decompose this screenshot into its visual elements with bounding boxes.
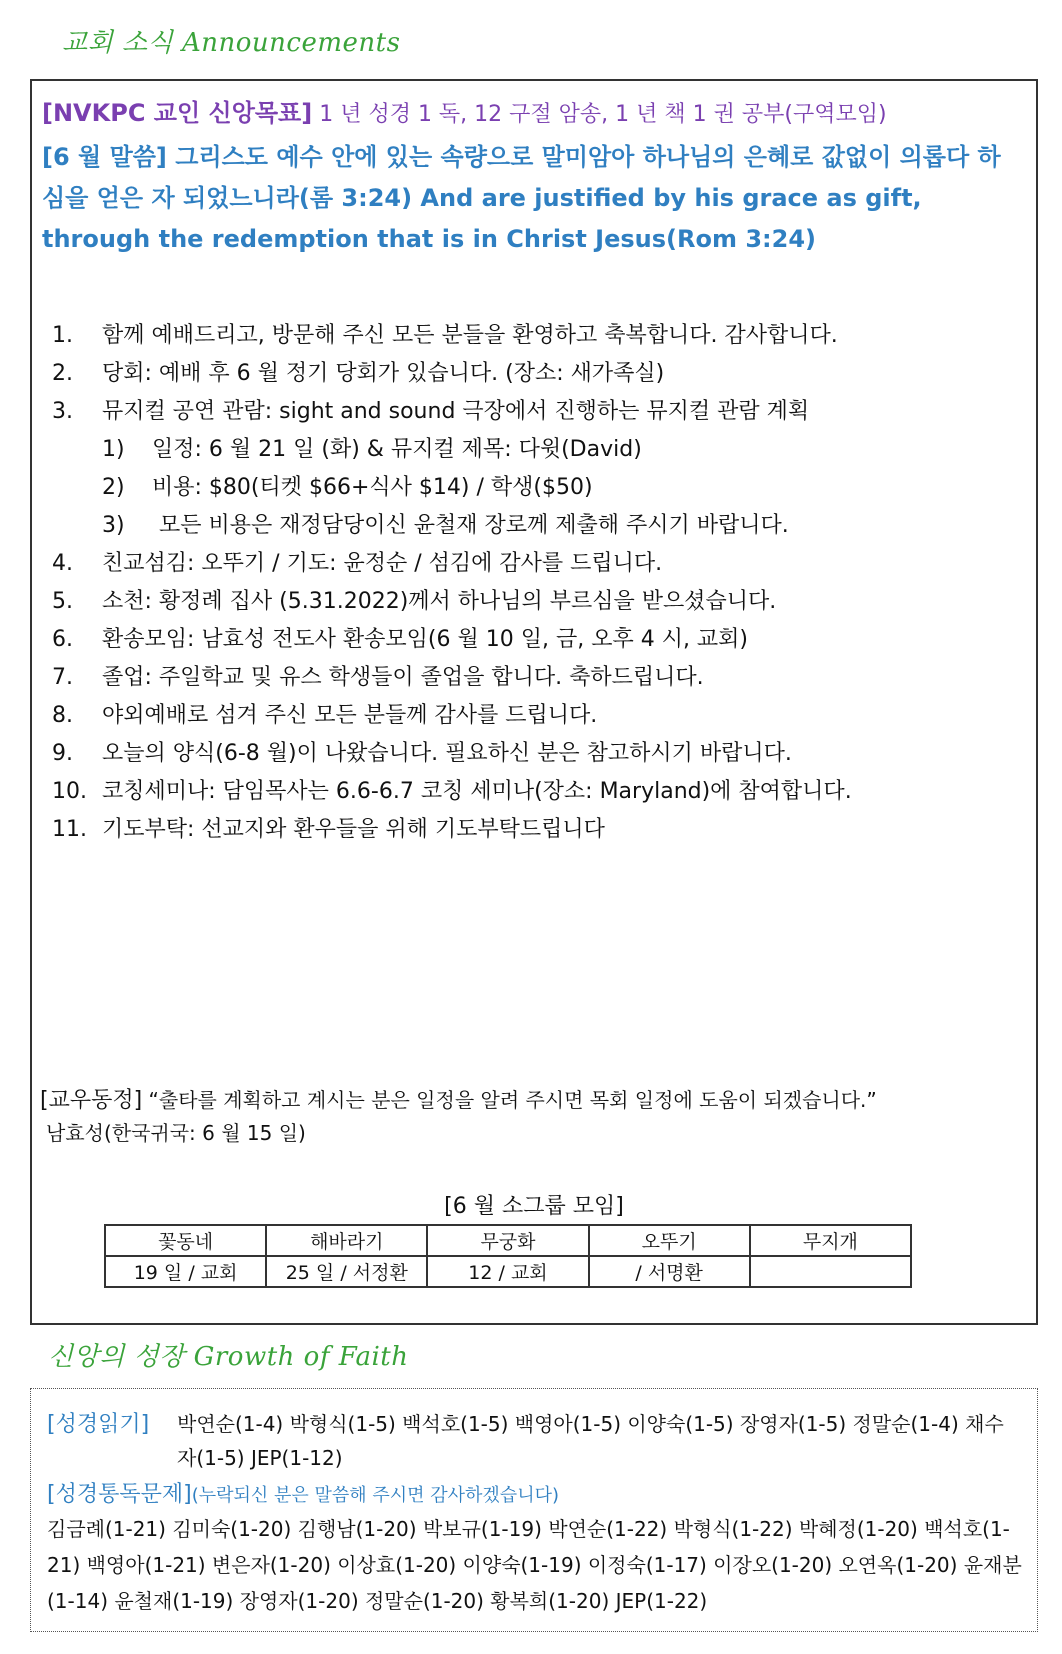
list-item: 5. 소천: 황정례 집사 (5.31.2022)께서 하나님의 부르심을 받으셨습니다.: [52, 589, 777, 614]
bible-quiz-names: 김금례(1-21) 김미숙(1-20) 김행남(1-20) 박보규(1-19) 박연순(1-22) 박형식(1-22) 박혜정(1-20) 백석호(1-21) 백영아(1-21) 변은자(1-20) 이상효(1-20) 이양숙(1-19) 이정숙(1-17) 이장오(1-20) 오연옥(1-20) 윤재분(1-14) 윤철재(1-19) 장영자(1-20) 정말순(1-20) 황복희(1-20) JEP(1-22): [47, 1517, 1022, 1613]
small-group-table: [104, 1224, 912, 1288]
table-header: 해바라기: [266, 1225, 427, 1256]
sub-list-item: 1) 일정: 6 월 21 일 (화) & 뮤지컬 제목: 다윗(David): [102, 437, 642, 462]
table-cell: 25 일 / 서정환: [266, 1256, 427, 1287]
bible-reading-tag: [성경읽기]: [47, 1412, 150, 1437]
announcement-list: [52, 317, 1027, 849]
table-header: 무궁화: [427, 1225, 588, 1256]
list-item: 8. 야외예배로 섬겨 주신 모든 분들께 감사를 드립니다.: [52, 703, 598, 728]
table-header: 무지개: [750, 1225, 911, 1256]
member-news-tag: [교우동정]: [40, 1088, 143, 1113]
growth-heading: 신앙의 성장 Growth of Faith: [48, 1342, 409, 1372]
table-header-row: [105, 1225, 911, 1256]
bible-quiz-tag: [성경통독문제]: [47, 1482, 192, 1507]
faith-goal-text: 1 년 성경 1 독, 12 구절 암송, 1 년 책 1 권 공부(구역모임): [312, 102, 887, 127]
table-header: 꽃동네: [105, 1225, 266, 1256]
table-cell: 19 일 / 교회: [105, 1256, 266, 1287]
list-item: 6. 환송모임: 남효성 전도사 환송모임(6 월 10 일, 금, 오후 4 시, 교회): [52, 627, 749, 652]
announcements-box: [30, 79, 1038, 1325]
bible-quiz-note: (누락되신 분은 말씀해 주시면 감사하겠습니다): [191, 1485, 559, 1506]
table-row: [105, 1256, 911, 1287]
table-cell: 12 / 교회: [427, 1256, 588, 1287]
list-item: 2. 당회: 예배 후 6 월 정기 당회가 있습니다. (장소: 새가족실): [52, 361, 665, 386]
table-header: 오뚜기: [589, 1225, 750, 1256]
list-item: 1. 함께 예배드리고, 방문해 주신 모든 분들을 환영하고 축복합니다. 감사합니다.: [52, 323, 838, 348]
sub-list-item: 2) 비용: $80(티켓 $66+식사 $14) / 학생($50): [102, 475, 593, 500]
announcements-heading: 교회 소식 Announcements: [62, 28, 401, 58]
list-item: 9. 오늘의 양식(6-8 월)이 나왔습니다. 필요하신 분은 참고하시기 바랍니다.: [52, 741, 792, 766]
member-news-text: “출타를 계획하고 계시는 분은 일정을 알려 주시면 목회 일정에 도움이 되겠습니다.”: [142, 1088, 877, 1112]
sub-list-item: 3) 모든 비용은 재정담당이신 윤철재 장로께 제출해 주시기 바랍니다.: [102, 513, 789, 538]
bible-reading: [47, 1407, 1027, 1470]
member-news: [40, 1083, 877, 1114]
small-group-title: [6 월 소그룹 모임]: [444, 1194, 624, 1219]
faith-goal-tag: [NVKPC 교인 신앙목표]: [42, 99, 313, 127]
monthly-verse: [6 월 말씀] 그리스도 예수 안에 있는 속량으로 말미암아 하나님의 은혜로 값없이 의롭다 하심을 얻은 자 되었느니라(롬 3:24) And are justified by his grace as gift, through the redemption that is in Christ Jesus(Rom 3:24): [42, 143, 1001, 253]
list-item: 3. 뮤지컬 공연 관람: sight and sound 극장에서 진행하는 뮤지컬 관람 계획: [52, 399, 810, 424]
bible-quiz-header: [47, 1477, 559, 1508]
list-item: 10. 코칭세미나: 담임목사는 6.6-6.7 코칭 세미나(장소: Maryland)에 참여합니다.: [52, 779, 852, 804]
list-item: 7. 졸업: 주일학교 및 유스 학생들이 졸업을 합니다. 축하드립니다.: [52, 665, 704, 690]
table-cell: / 서명환: [589, 1256, 750, 1287]
faith-growth-box: [30, 1388, 1038, 1632]
list-item: 4. 친교섬김: 오뚜기 / 기도: 윤정순 / 섬김에 감사를 드립니다.: [52, 551, 663, 576]
table-cell: [750, 1256, 911, 1287]
faith-goal: [42, 93, 887, 128]
member-news-line2: 남효성(한국귀국: 6 월 15 일): [46, 1121, 306, 1145]
bible-reading-names: 박연순(1-4) 박형식(1-5) 백석호(1-5) 백영아(1-5) 이양숙(1-5) 장영자(1-5) 정말순(1-4) 채수자(1-5) JEP(1-12): [177, 1412, 1004, 1470]
list-item: 11. 기도부탁: 선교지와 환우들을 위해 기도부탁드립니다: [52, 817, 605, 842]
